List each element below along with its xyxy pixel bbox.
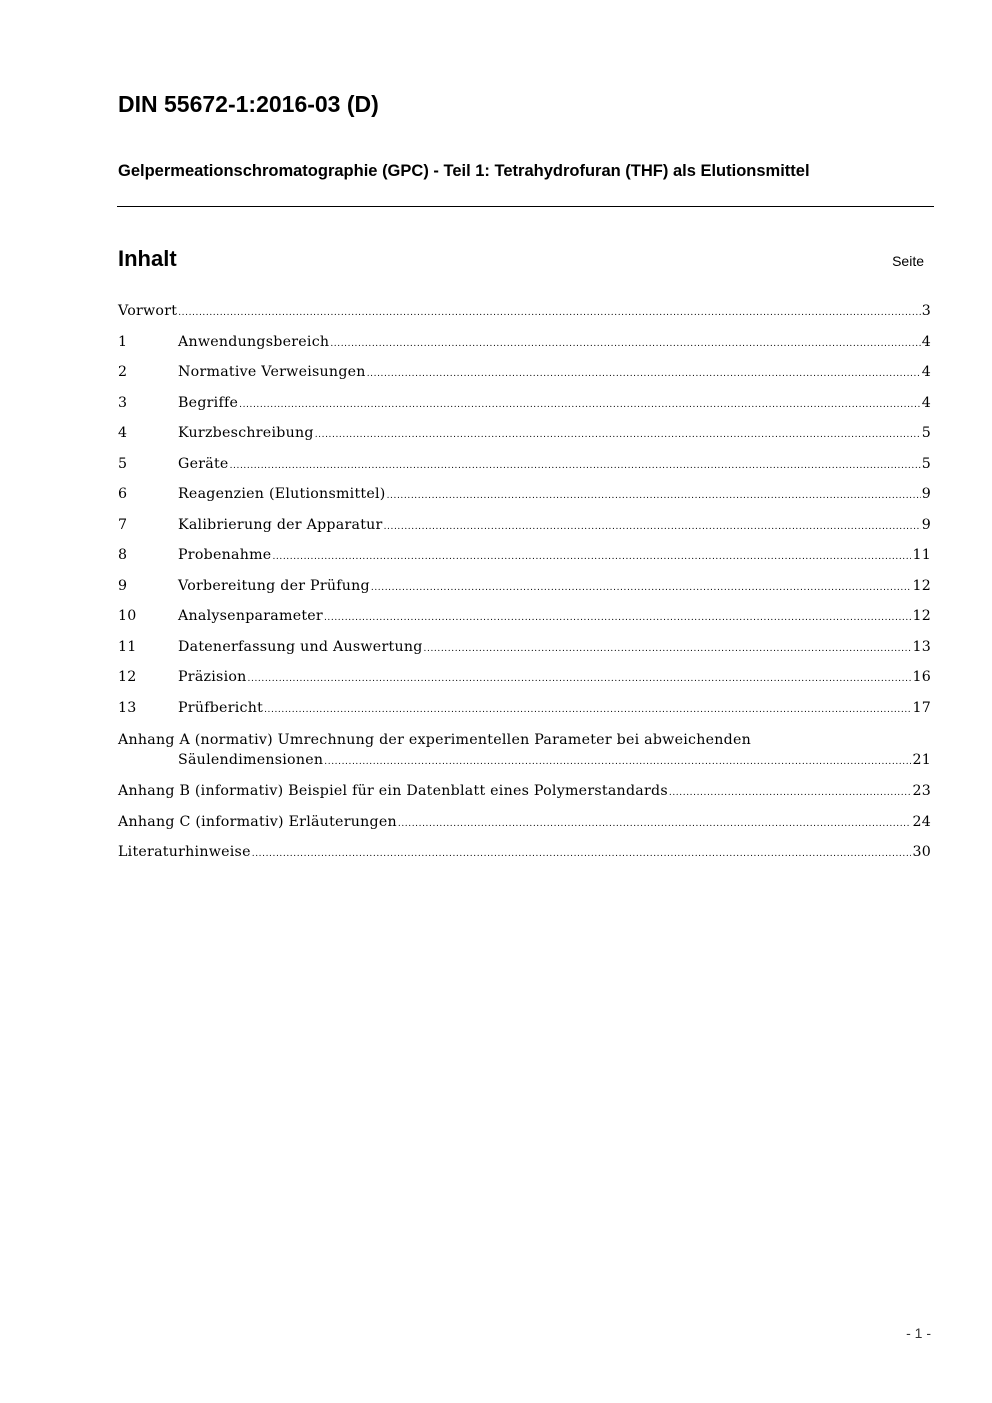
toc-page-column-label: Seite [892, 253, 924, 269]
toc-leader-dots [178, 303, 921, 319]
toc-entry-page: 9 [921, 516, 931, 533]
toc-entry-annex-a[interactable] [118, 730, 931, 772]
toc-leader-dots [239, 395, 921, 411]
toc-entry-number: 6 [118, 486, 128, 502]
toc-entry-page: 11 [912, 547, 931, 563]
toc-entry-title-continuation: Säulendimensionen [178, 752, 324, 768]
toc-entry-title: Anwendungsbereich [178, 333, 330, 350]
toc-entry-5[interactable] [118, 456, 931, 487]
toc-entry-7[interactable] [118, 517, 931, 548]
toc-entry-title: Reagenzien (Elutionsmittel) [178, 486, 386, 502]
toc-entry-title: Vorbereitung der Prüfung [178, 577, 370, 594]
toc-entry-vorwort[interactable] [118, 303, 931, 334]
toc-entry-11[interactable] [118, 639, 931, 670]
toc-entry-title: Analysenparameter [178, 608, 323, 624]
toc-entry-number: 7 [118, 516, 128, 533]
document-subtitle: Gelpermeationschromatographie (GPC) - Teil 1: Tetrahydrofuran (THF) als Elutionsmittel [118, 162, 810, 180]
toc-entry-page: 4 [921, 333, 931, 350]
toc-entry-number: 4 [118, 425, 128, 441]
toc-leader-dots [424, 639, 912, 655]
toc-entry-annex-b[interactable] [118, 783, 931, 814]
toc-entry-annex-c[interactable] [118, 814, 931, 845]
toc-entry-12[interactable] [118, 669, 931, 700]
toc-heading: Inhalt [118, 246, 177, 271]
toc-entry-title: Präzision [178, 669, 247, 685]
table-of-contents [118, 303, 931, 875]
toc-entry-page: 12 [912, 608, 931, 624]
toc-entry-title: Probenahme [178, 547, 272, 563]
toc-entry-title: Datenerfassung und Auswertung [178, 638, 423, 655]
toc-entry-title: Normative Verweisungen [178, 364, 366, 380]
toc-entry-title: Anhang C (informativ) Erläuterungen [118, 813, 397, 830]
toc-leader-dots [384, 517, 921, 533]
toc-entry-number: 12 [118, 669, 137, 685]
toc-leader-dots [264, 700, 911, 716]
toc-entry-3[interactable] [118, 395, 931, 426]
toc-entry-page: 21 [912, 752, 931, 768]
toc-entry-number: 2 [118, 364, 128, 380]
toc-entry-number: 8 [118, 547, 128, 563]
page-number: - 1 - [906, 1325, 931, 1341]
toc-leader-dots [324, 608, 911, 624]
toc-entry-page: 9 [921, 486, 931, 502]
toc-entry-title: Begriffe [178, 394, 239, 411]
toc-entry-page: 16 [912, 669, 931, 685]
toc-entry-page: 12 [912, 577, 931, 594]
toc-entry-page: 4 [921, 364, 931, 380]
toc-entry-title: Anhang B (informativ) Beispiel für ein Datenblatt eines Polymerstandards [118, 783, 668, 799]
toc-entry-9[interactable] [118, 578, 931, 609]
toc-leader-dots [398, 814, 912, 830]
toc-entry-4[interactable] [118, 425, 931, 456]
toc-entry-number: 9 [118, 577, 128, 594]
toc-entry-title: Vorwort [118, 303, 178, 319]
toc-entry-6[interactable] [118, 486, 931, 517]
toc-entry-title: Geräte [178, 455, 229, 472]
toc-entry-page: 13 [912, 638, 931, 655]
toc-entry-title: Kalibrierung der Apparatur [178, 516, 383, 533]
toc-entry-2[interactable] [118, 364, 931, 395]
toc-entry-number: 13 [118, 699, 137, 716]
toc-entry-number: 11 [118, 638, 137, 655]
toc-entry-bibliography[interactable] [118, 844, 931, 875]
title-rule [117, 206, 934, 207]
toc-entry-page: 4 [921, 394, 931, 411]
toc-leader-dots [367, 364, 921, 380]
toc-entry-title: Literaturhinweise [118, 844, 251, 860]
toc-leader-dots [669, 783, 912, 799]
toc-leader-dots [387, 486, 921, 502]
toc-entry-title: Kurzbeschreibung [178, 425, 314, 441]
toc-leader-dots [371, 578, 912, 594]
document-title: DIN 55672-1:2016-03 (D) [118, 91, 379, 117]
toc-leader-dots [272, 547, 911, 563]
toc-entry-page: 24 [912, 813, 931, 830]
toc-leader-dots [248, 669, 912, 685]
toc-leader-dots [252, 844, 912, 860]
toc-entry-page: 5 [921, 425, 931, 441]
toc-leader-dots [230, 456, 921, 472]
toc-entry-number: 5 [118, 455, 128, 472]
toc-leader-dots [330, 334, 920, 350]
toc-entry-title: Anhang A (normativ) Umrechnung der experimentellen Parameter bei abweichenden [118, 732, 751, 748]
toc-leader-dots [324, 750, 911, 772]
toc-entry-page: 23 [912, 783, 931, 799]
toc-entry-number: 3 [118, 394, 128, 411]
toc-entry-8[interactable] [118, 547, 931, 578]
toc-entry-page: 17 [912, 699, 931, 716]
toc-leader-dots [315, 425, 921, 441]
toc-entry-page: 3 [921, 303, 931, 319]
toc-entry-title: Prüfbericht [178, 699, 264, 716]
toc-entry-page: 30 [912, 844, 931, 860]
toc-entry-1[interactable] [118, 334, 931, 365]
toc-entry-number: 1 [118, 333, 128, 350]
toc-entry-13[interactable] [118, 700, 931, 731]
toc-entry-10[interactable] [118, 608, 931, 639]
toc-entry-page: 5 [921, 455, 931, 472]
toc-entry-number: 10 [118, 608, 137, 624]
